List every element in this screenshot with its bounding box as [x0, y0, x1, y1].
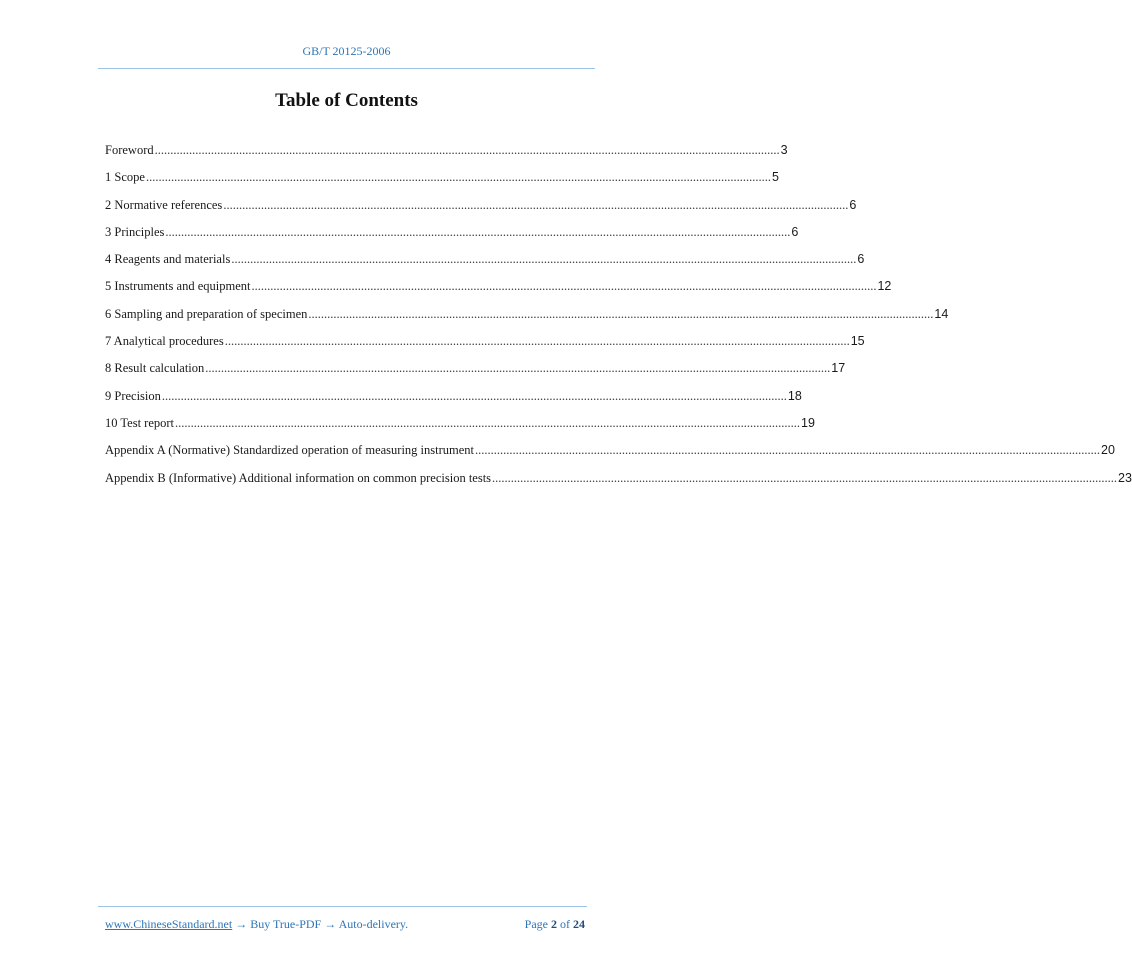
toc-entry-test-report[interactable] — [105, 415, 815, 443]
toc-entry-reagents-materials[interactable] — [105, 252, 865, 279]
toc-entry-appendix-b[interactable] — [105, 470, 1132, 498]
toc-leader-dots: ........................................................................................................................................................................................................ — [492, 470, 1118, 485]
toc-entry-text: 8 Result calculation — [105, 361, 205, 376]
toc-entry-instruments-equipment[interactable] — [105, 279, 892, 306]
toc-leader-dots: ........................................................................................................................................................................................................ — [224, 334, 850, 349]
toc-leader-dots: ........................................................................................................................................................................................................ — [475, 443, 1101, 458]
toc-entry-sampling-preparation[interactable] — [105, 306, 949, 334]
toc-entry-normative-references[interactable] — [105, 197, 857, 225]
arrow-right-icon: → — [324, 917, 337, 931]
toc-entry-page: 15 — [850, 334, 865, 349]
toc-entry-text: 10 Test report — [105, 415, 175, 430]
page-current: 2 — [551, 917, 557, 931]
toc-entry-page: 18 — [787, 388, 802, 403]
toc-entry-text: Appendix B (Informative) Additional information on common precision tests — [105, 470, 492, 485]
toc-entry-text: 4 Reagents and materials — [105, 252, 231, 267]
auto-delivery-text: Auto-delivery. — [338, 917, 409, 931]
toc-entry-page: 3 — [780, 143, 788, 157]
toc-entry-scope[interactable] — [105, 170, 779, 197]
header-divider — [98, 68, 595, 69]
toc-entry-page: 20 — [1101, 443, 1115, 458]
toc-leader-dots: ........................................................................................................................................................................................................ — [251, 279, 877, 294]
toc-entry-text: 3 Principles — [105, 224, 165, 239]
toc-entry-page: 5 — [771, 170, 779, 185]
footer-divider — [98, 906, 587, 907]
toc-leader-dots: ........................................................................................................................................................................................................ — [145, 170, 771, 185]
arrow-right-icon: → — [235, 917, 248, 931]
toc-entry-page: 6 — [857, 252, 865, 267]
toc-leader-dots: ........................................................................................................................................................................................................ — [161, 388, 787, 403]
toc-entry-text: 6 Sampling and preparation of specimen — [105, 306, 308, 321]
running-header: GB/T 20125-2006 — [302, 44, 391, 58]
table-of-contents — [105, 143, 1132, 498]
toc-title: Table of Contents — [275, 90, 418, 111]
toc-leader-dots: ........................................................................................................................................................................................................ — [175, 415, 801, 430]
toc-leader-dots: ........................................................................................................................................................................................................ — [165, 224, 791, 239]
toc-entry-precision[interactable] — [105, 388, 802, 416]
toc-entry-text: 7 Analytical procedures — [105, 334, 224, 349]
toc-leader-dots: ........................................................................................................................................................................................................ — [231, 252, 857, 267]
toc-entry-page: 17 — [831, 361, 846, 376]
site-link[interactable]: www.ChineseStandard.net — [105, 917, 233, 931]
footer-promo — [105, 917, 408, 932]
toc-entry-text: 1 Scope — [105, 170, 145, 185]
toc-entry-analytical-procedures[interactable] — [105, 334, 865, 361]
toc-leader-dots: ........................................................................................................................................................................................................ — [308, 306, 934, 321]
toc-entry-page: 6 — [849, 197, 857, 212]
toc-entry-principles[interactable] — [105, 224, 799, 252]
toc-entry-text: 2 Normative references — [105, 197, 223, 212]
toc-entry-result-calculation[interactable] — [105, 361, 846, 388]
toc-leader-dots: ........................................................................................................................................................................................................ — [205, 361, 831, 376]
toc-entry-page: 19 — [801, 415, 815, 430]
toc-entry-appendix-a[interactable] — [105, 443, 1115, 470]
buy-true-pdf-text: Buy True-PDF — [250, 917, 322, 931]
page-total: 24 — [573, 917, 585, 931]
toc-entry-text: Foreword — [105, 143, 154, 157]
toc-entry-text: 5 Instruments and equipment — [105, 279, 251, 294]
page-of-label: of — [560, 917, 570, 931]
toc-entry-text: Appendix A (Normative) Standardized operation of measuring instrument — [105, 443, 475, 458]
toc-entry-page: 6 — [791, 224, 799, 239]
toc-leader-dots: ........................................................................................................................................................................................................ — [223, 197, 849, 212]
toc-entry-page: 23 — [1118, 470, 1132, 485]
page-label: Page — [524, 917, 548, 931]
toc-leader-dots: ........................................................................................................................................................................................................ — [154, 143, 780, 157]
toc-entry-page: 14 — [934, 306, 949, 321]
toc-entry-page: 12 — [877, 279, 892, 294]
page-number — [525, 917, 585, 932]
toc-entry-foreword[interactable] — [105, 143, 788, 170]
toc-entry-text: 9 Precision — [105, 388, 161, 403]
